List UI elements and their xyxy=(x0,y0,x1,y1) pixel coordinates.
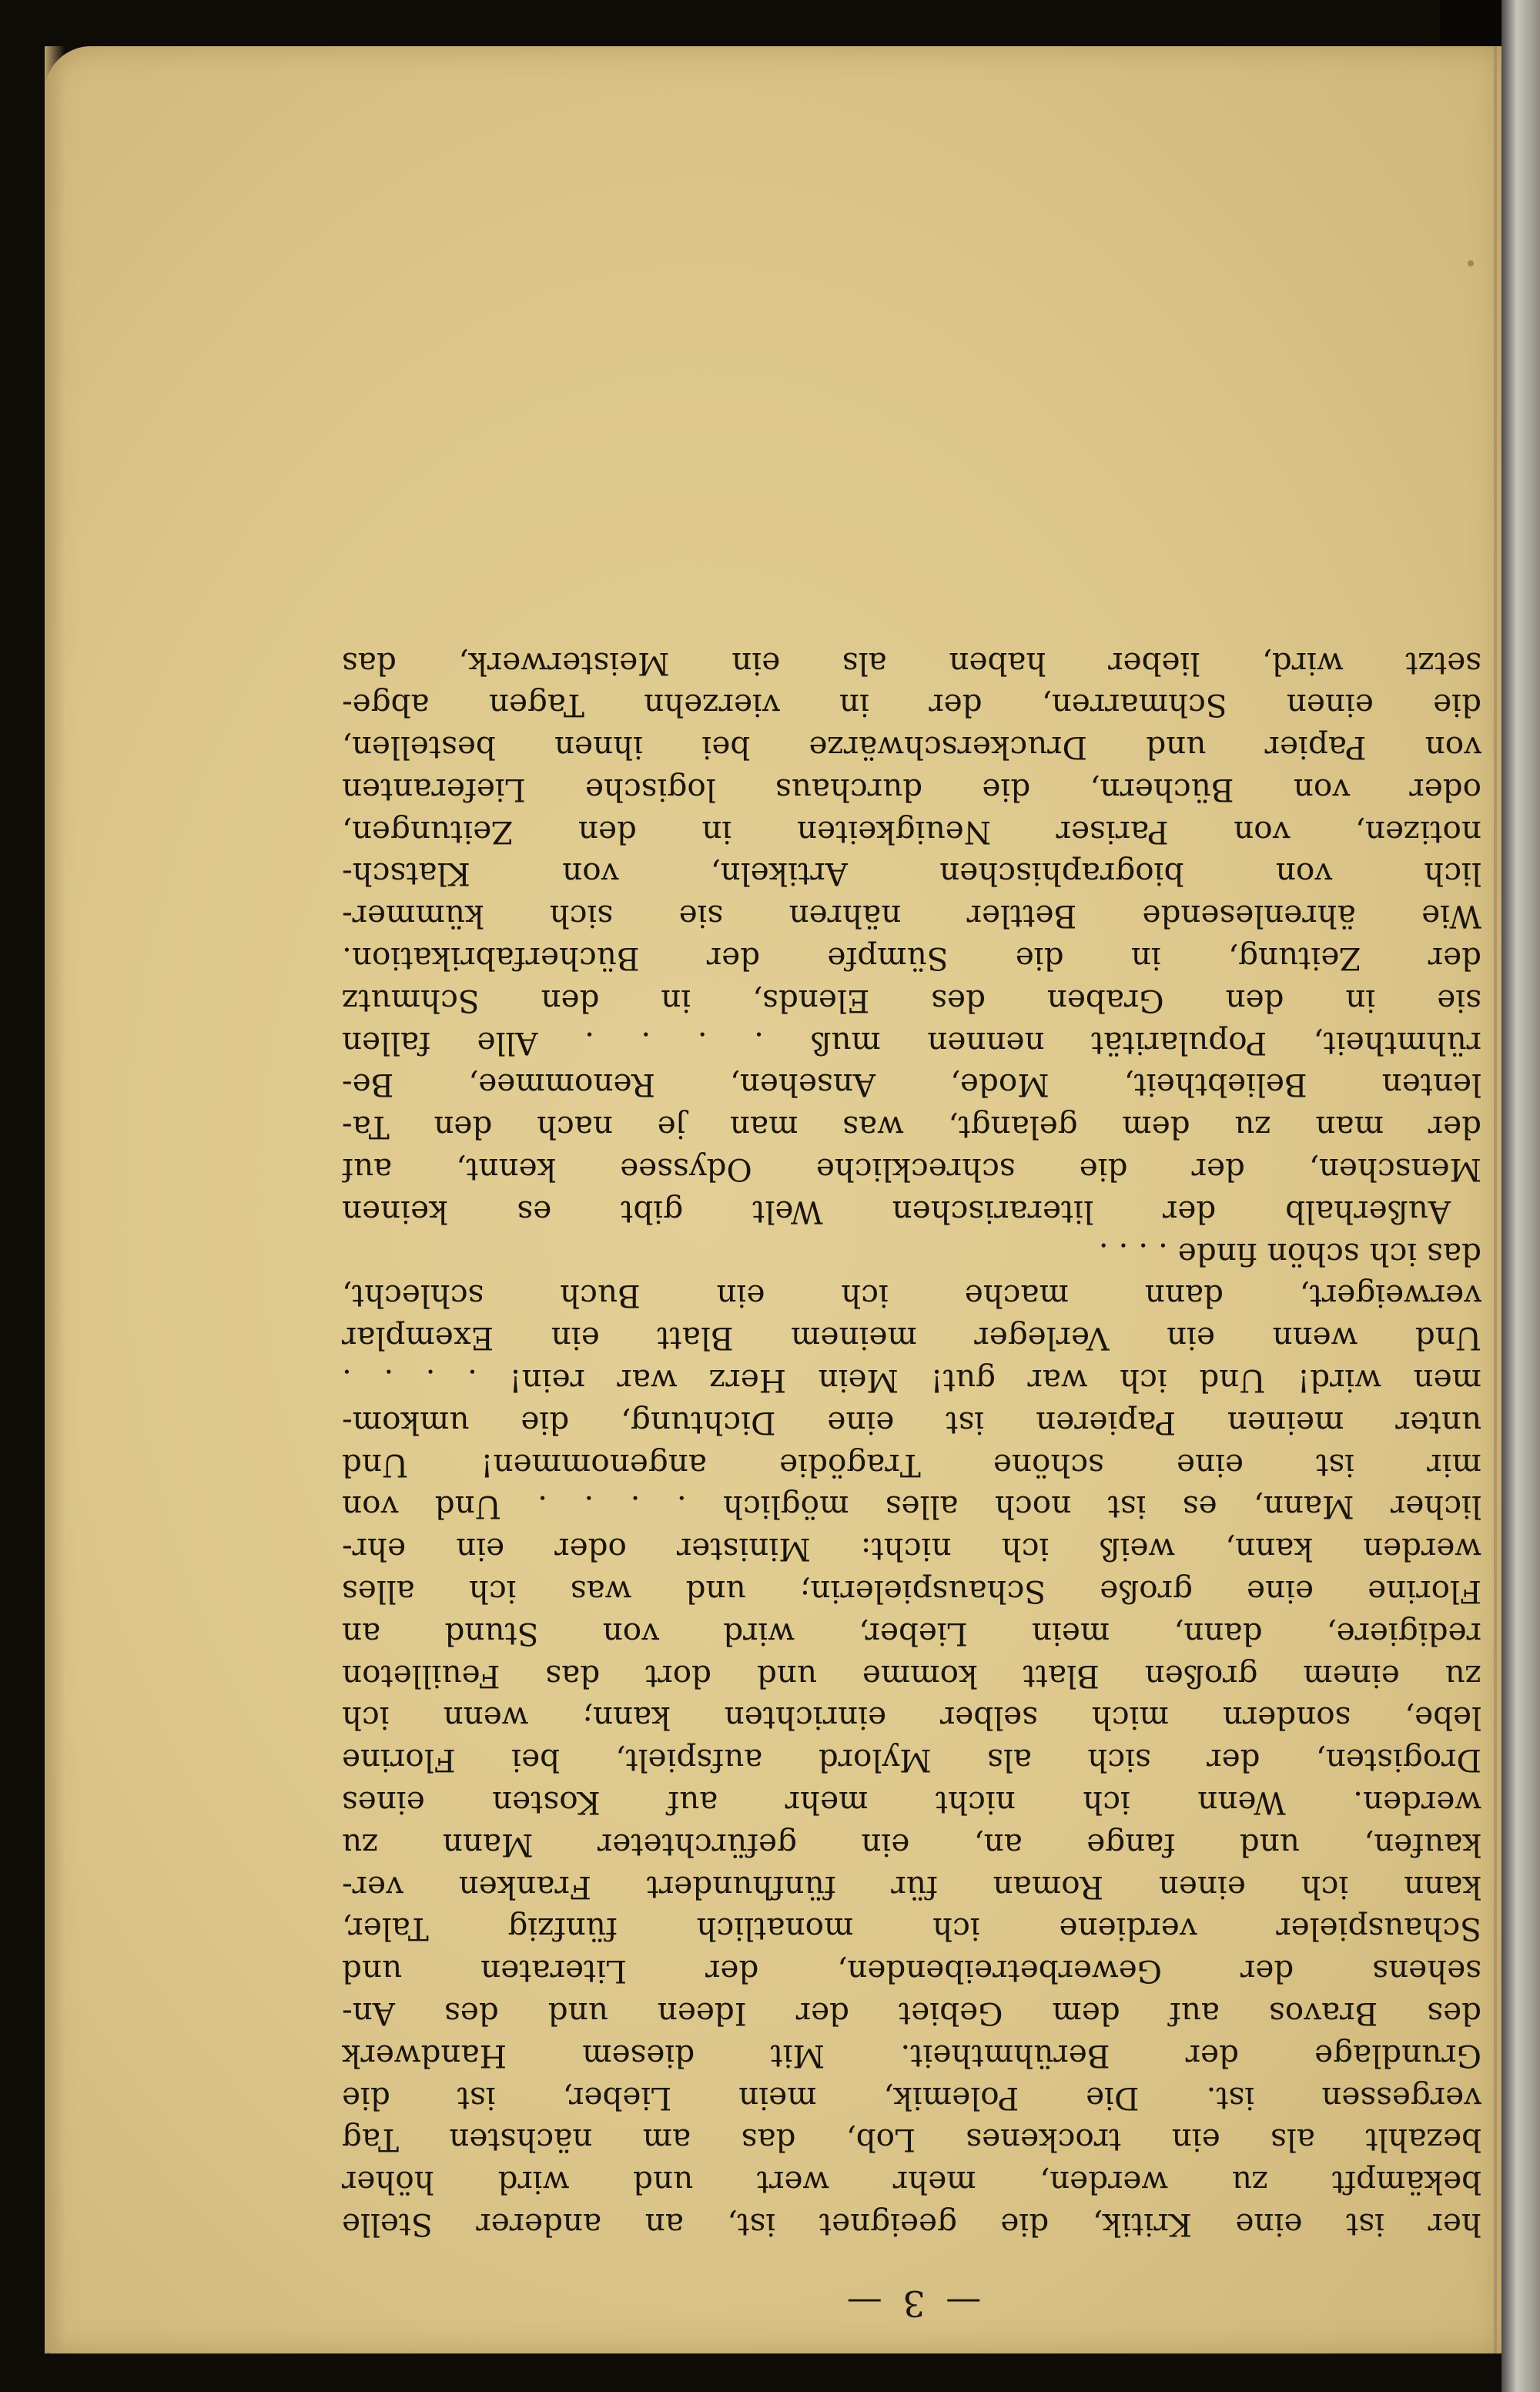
text-line: men wird! Und ich war gut! Mein Herz war rein! . . . . xyxy=(342,1362,1481,1400)
text-line: lebe, sondern mich selber einrichten kann; wenn ich xyxy=(342,1700,1481,1737)
text-line: der man zu dem gelangt, was man je nach den Ta- xyxy=(342,1109,1481,1147)
text-line: verweigert, dann mache ich ein Buch schlecht, xyxy=(342,1278,1481,1315)
text-line: bezahlt als ein trockenes Lob, das am nächsten Tag xyxy=(342,2122,1481,2159)
text-line: Grundlage der Berühmtheit. Mit diesem Handwerk xyxy=(342,2037,1481,2075)
text-line: mir ist eine schöne Tragödie angenommen! Und xyxy=(342,1446,1481,1484)
text-line: licher Mann, es ist noch alles möglich . . . . Und von xyxy=(342,1489,1481,1526)
page-fold-line xyxy=(1494,46,1497,2353)
text-line: kaufen, und fange an, ein gefürchteter Mann zu xyxy=(342,1826,1481,1864)
text-line: unter meinen Papieren ist eine Dichtung, die umkom- xyxy=(342,1404,1481,1442)
text-line: Schauspieler verdiene ich monatlich fünfzig Taler, xyxy=(342,1911,1481,1948)
text-line: sehens der Gewerbetreibenden, der Literaten und xyxy=(342,1953,1481,1991)
text-line: Florine eine große Schauspielerin; und was ich alles xyxy=(342,1573,1481,1611)
text-line: Und wenn ein Verleger meinem Blatt ein Exemplar xyxy=(342,1320,1481,1358)
page-edge-shadow xyxy=(45,46,65,2353)
text-line: Wie ährenlesende Bettler nähren sie sich kümmer- xyxy=(342,898,1481,936)
text-line: Drogisten, der sich als Mylord aufspielt, bei Florine xyxy=(342,1742,1481,1780)
text-line: rühmtheit, Popularität nennen muß . . . . Alle fallen xyxy=(342,1024,1481,1062)
text-line: notizen, von Pariser Neuigkeiten in den Zeitungen, xyxy=(342,813,1481,851)
text-line: des Bravos auf dem Gebiet der Ideen und des An- xyxy=(342,1995,1481,2033)
text-line: Außerhalb der literarischen Welt gibt es keinen xyxy=(342,1193,1451,1231)
book-spine-edge xyxy=(1502,0,1540,2392)
book-page xyxy=(45,46,1502,2353)
text-line: zu einem großen Blatt komme und dort das Feuilleton xyxy=(342,1657,1481,1695)
text-line: lenten Beliebtheit, Mode, Ansehen, Renommee, Be- xyxy=(342,1067,1481,1104)
text-line: werden kann, weiß ich nicht: Minister oder ein ehr- xyxy=(342,1531,1481,1569)
text-line: von Papier und Druckerschwärze bei ihnen bestellen, xyxy=(342,729,1481,767)
text-line: her ist eine Kritik, die geeignet ist, an anderer Stelle xyxy=(342,2206,1481,2243)
text-line: Menschen, der die schreckliche Odyssee kennt, auf xyxy=(342,1151,1481,1189)
text-line: redigiere, dann, mein Lieber, wird von Stund an xyxy=(342,1615,1481,1653)
text-line: vergessen ist. Die Polemik, mein Lieber, ist die xyxy=(342,2079,1481,2117)
text-line: bekämpft zu werden, mehr wert und wird höher xyxy=(342,2164,1481,2202)
text-line: das ich schön finde . . . . xyxy=(1098,1235,1481,1273)
page-number: — 3 — xyxy=(842,2283,982,2324)
text-line: die einen Schmarren, der in vierzehn Tagen abge- xyxy=(342,687,1481,725)
text-line: oder von Büchern, die durchaus logische Lieferanten xyxy=(342,771,1481,809)
text-line: werden. Wenn ich nicht mehr auf Kosten eines xyxy=(342,1784,1481,1822)
paper-speck xyxy=(1468,260,1474,266)
text-line: kann ich einen Roman für fünfhundert Franken ver- xyxy=(342,1868,1481,1906)
text-line: sie in den Graben des Elends, in den Schmutz xyxy=(342,982,1481,1020)
text-line: setzt wird, lieber haben als ein Meisterwerk, das xyxy=(342,645,1481,682)
upside-down-text-block xyxy=(342,322,1481,2324)
text-line: der Zeitung, in die Sümpfe der Bücherfabrikation. xyxy=(342,940,1481,978)
text-line: lich von biographischen Artikeln, von Klatsch- xyxy=(342,856,1481,893)
